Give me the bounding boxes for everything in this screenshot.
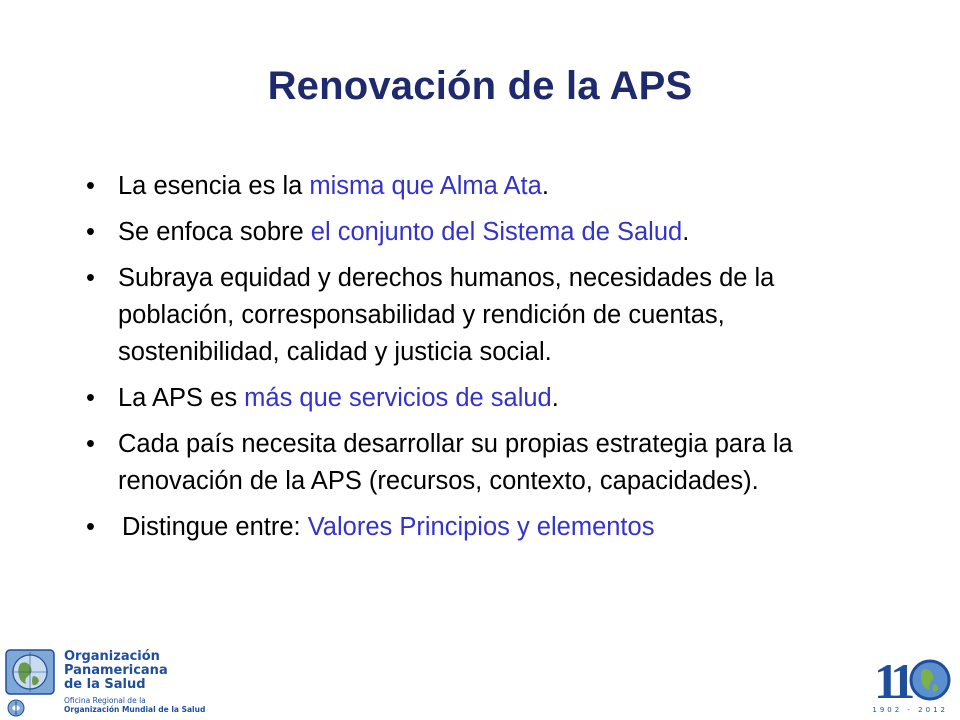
bullet-item [86,214,866,251]
bullet-text-plain: La APS es [118,384,245,412]
paho-logo [0,646,210,720]
bullet-text [118,384,559,412]
slide-title: Renovación de la APS [267,64,693,108]
bullet-dot: • [86,172,95,200]
bullet-text-plain: Distingue entre: [122,513,308,541]
paho-org-name: Organización Panamericana de la Salud [64,649,168,692]
bullet-text [118,172,549,200]
paho-globe-emblem-icon [2,646,58,718]
bullet-text [118,513,654,541]
bullet-item [86,168,866,205]
paho-subtitle-line-2: Organización Mundial de la Salud [64,705,206,714]
bullet-text-highlight: Valores Principios y elementos [307,513,655,541]
bullet-item [86,509,866,546]
bullet-text-plain: La esencia es la [118,172,310,200]
bullet-dot: • [86,264,95,292]
bullet-text-plain: Se enfoca sobre [118,218,311,246]
bullet-text-highlight: más que servicios de salud [244,384,552,412]
svg-text:11: 11 [874,653,910,706]
bullet-text-plain: . [541,172,549,200]
bullet-dot: • [86,513,95,541]
bullet-item [86,380,866,417]
bullet-text-plain: . [682,218,690,246]
bullet-text [118,218,689,246]
bullet-dot: • [86,384,95,412]
bullet-item [86,260,866,371]
bullet-text [118,430,793,495]
bullet-text-plain: Cada país necesita desarrollar su propias estrategia para la renovación de la APS (recursos, contexto, capacidades). [118,430,793,495]
anniversary-years: 1902 - 2012 [872,706,948,714]
anniversary-110-icon [872,652,954,706]
bullet-text-plain: . [551,384,559,412]
bullet-text-highlight: el conjunto del Sistema de Salud [310,218,683,246]
bullet-text-plain: Subraya equidad y derechos humanos, necesidades de la población, corresponsabilidad y rendición de cuentas, sostenibilidad, calidad y justicia social. [118,264,775,366]
paho-subtitle-line-1: Oficina Regional de la [64,696,146,705]
bullet-text [118,264,774,366]
bullet-list [86,168,866,555]
paho-org-subtitle [64,696,205,714]
bullet-dot: • [86,430,95,458]
bullet-item [86,426,866,500]
bullet-text-highlight: misma que Alma Ata [309,172,542,200]
bullet-dot: • [86,218,95,246]
